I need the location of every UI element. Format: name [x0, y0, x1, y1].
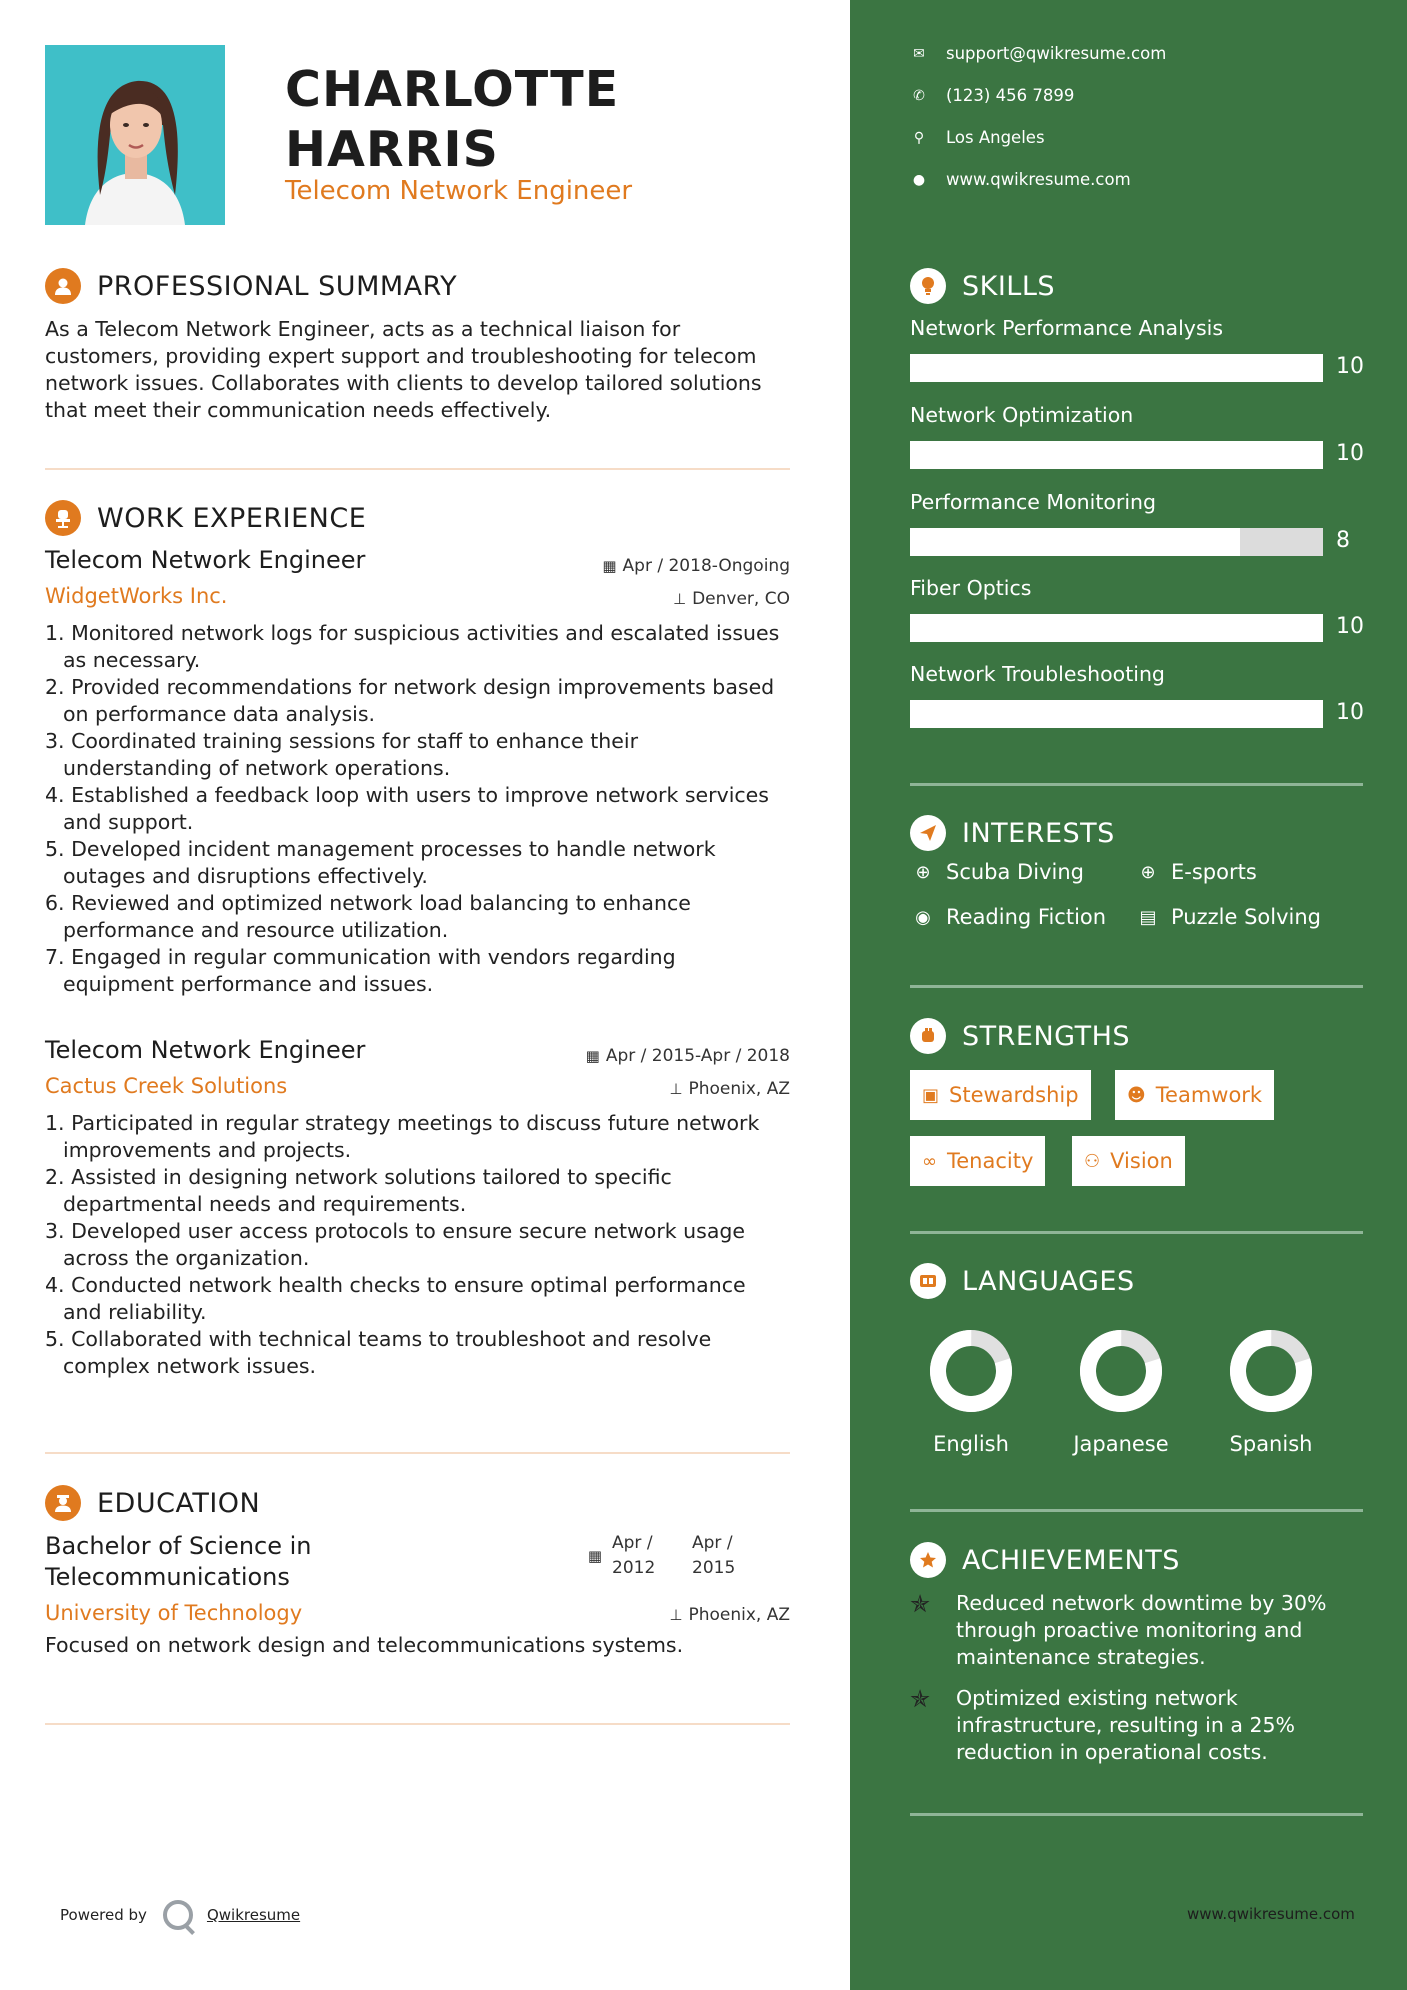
experience-title: WORK EXPERIENCE — [97, 502, 367, 534]
job-location: Denver, CO — [692, 589, 790, 609]
calendar-icon: ▦ — [602, 557, 617, 575]
life-ring-icon: ⊕ — [1140, 861, 1156, 883]
footer-website[interactable]: www.qwikresume.com — [1187, 1905, 1355, 1923]
envelope-icon: ✉ — [913, 45, 925, 62]
interests-title: INTERESTS — [962, 817, 1115, 849]
fist-icon — [910, 1018, 946, 1054]
summary-heading — [45, 268, 457, 304]
candidate-role: Telecom Network Engineer — [285, 176, 633, 206]
skill-bar — [910, 441, 1323, 469]
strength-label: Stewardship — [949, 1083, 1079, 1107]
powered-by — [60, 1900, 300, 1930]
skill-score: 10 — [1336, 614, 1364, 639]
qwikresume-logo-icon — [163, 1900, 193, 1930]
language-donut — [1226, 1326, 1316, 1416]
interest-label: Reading Fiction — [946, 905, 1107, 929]
globe-icon: ● — [912, 171, 926, 188]
summary-text: As a Telecom Network Engineer, acts as a technical liaison for customers, providing expert support and troubleshooting for telecom network issues. Collaborates with clients to develop tailored solutions that meet their communication needs effectively. — [45, 317, 762, 422]
skill-bar — [910, 354, 1323, 382]
strength-label: Teamwork — [1155, 1083, 1263, 1107]
job-dates: Apr / 2018-Ongoing — [622, 556, 790, 576]
skill-score: 10 — [1336, 700, 1364, 725]
chair-icon — [45, 500, 81, 536]
divider — [910, 783, 1363, 786]
education-entry — [45, 1531, 790, 1657]
skill-score: 8 — [1336, 528, 1350, 553]
job-entry — [45, 1036, 790, 1380]
divider — [910, 985, 1363, 988]
binoculars-icon: ⚇ — [1084, 1150, 1101, 1172]
shooting-star-icon: ✯ — [910, 1590, 931, 1618]
language-item — [911, 1326, 1031, 1456]
strengths-heading — [910, 1018, 1130, 1054]
translate-icon — [910, 1263, 946, 1299]
contact-email[interactable] — [910, 44, 1166, 63]
interest-label: Scuba Diving — [946, 860, 1084, 884]
start-date — [612, 1531, 692, 1581]
candidate-name — [285, 60, 619, 180]
job-dates: Apr / 2015-Apr / 2018 — [605, 1046, 790, 1066]
pin-icon: ⊥ — [669, 1080, 683, 1098]
briefcase-icon: ▣ — [922, 1084, 940, 1106]
email-text: support@qwikresume.com — [946, 44, 1167, 63]
task-item: 5. Developed incident management processes to handle network outages and disruptions effectively. — [45, 837, 716, 888]
contact-location — [910, 128, 1045, 147]
phone-icon: ✆ — [913, 87, 925, 104]
task-item: 4. Established a feedback loop with users to improve network services and support. — [45, 783, 769, 834]
map-marker-icon: ⚲ — [913, 129, 925, 146]
task-item: 1. Participated in regular strategy meetings to discuss future network improvements and projects. — [45, 1111, 760, 1162]
life-ring-icon: ⊕ — [915, 861, 931, 883]
end-year: 2015 — [692, 1558, 736, 1578]
skill-fill — [910, 700, 1323, 728]
job-company: WidgetWorks Inc. — [45, 584, 228, 608]
interest-label: E-sports — [1171, 860, 1257, 884]
job-title: Telecom Network Engineer — [45, 1036, 366, 1064]
divider — [45, 1452, 790, 1454]
divider — [910, 1509, 1363, 1512]
contact-website[interactable] — [910, 170, 1131, 189]
profile-photo — [45, 45, 225, 225]
skills-title: SKILLS — [962, 270, 1056, 302]
user-icon — [45, 268, 81, 304]
task-item: 7. Engaged in regular communication with vendors regarding equipment performance and issues. — [45, 945, 676, 996]
strength-chip — [910, 1070, 1091, 1120]
location-text: Phoenix, AZ — [688, 1605, 790, 1625]
strength-chip — [910, 1136, 1045, 1186]
job-location: Phoenix, AZ — [688, 1079, 790, 1099]
job-title: Telecom Network Engineer — [45, 546, 366, 574]
interest-item — [1135, 860, 1257, 884]
strength-label: Vision — [1110, 1149, 1173, 1173]
language-label: Spanish — [1229, 1432, 1313, 1456]
language-donut — [926, 1326, 1016, 1416]
task-item: 4. Conducted network health checks to ensure optimal performance and reliability. — [45, 1273, 746, 1324]
experience-heading — [45, 500, 366, 536]
interests-heading — [910, 815, 1115, 851]
start-year: 2012 — [612, 1558, 656, 1578]
skill-fill — [910, 441, 1323, 469]
interest-item — [910, 905, 1106, 929]
languages-heading — [910, 1263, 1135, 1299]
divider — [45, 1723, 790, 1725]
contact-phone[interactable] — [910, 86, 1074, 105]
task-item: 2. Provided recommendations for network design improvements based on performance data analysis. — [45, 675, 775, 726]
phone-text: (123) 456 7899 — [946, 86, 1075, 105]
star-icon — [910, 1542, 946, 1578]
languages-title: LANGUAGES — [962, 1265, 1135, 1297]
degree-line: Bachelor of Science in — [45, 1532, 312, 1560]
job-company: Cactus Creek Solutions — [45, 1074, 288, 1098]
end-month: Apr / — [692, 1533, 733, 1553]
interest-label: Puzzle Solving — [1171, 905, 1321, 929]
users-icon: ☻ — [1127, 1084, 1146, 1106]
gamepad-icon: ◉ — [915, 906, 931, 928]
location-text: Los Angeles — [946, 128, 1045, 147]
job-meta — [602, 550, 790, 616]
strengths-title: STRENGTHS — [962, 1020, 1131, 1052]
achievements-title: ACHIEVEMENTS — [962, 1544, 1180, 1576]
skill-name: Fiber Optics — [910, 576, 1032, 600]
achievement-item — [910, 1685, 1350, 1766]
skill-score: 10 — [1336, 354, 1364, 379]
achievement-item — [910, 1590, 1350, 1671]
interest-item — [1135, 905, 1321, 929]
skill-fill — [910, 354, 1323, 382]
education-title: EDUCATION — [97, 1487, 261, 1519]
job-tasks — [45, 620, 790, 998]
task-item: 3. Coordinated training sessions for staff to enhance their understanding of network operations. — [45, 729, 639, 780]
divider — [910, 1813, 1363, 1816]
name-last: HARRIS — [285, 121, 499, 178]
skill-name: Network Troubleshooting — [910, 662, 1165, 686]
book-icon: ▤ — [1139, 906, 1157, 928]
graduation-cap-icon — [45, 1485, 81, 1521]
calendar-icon: ▦ — [587, 1547, 602, 1565]
link-icon: ∞ — [922, 1150, 937, 1172]
skills-heading — [910, 268, 1055, 304]
task-item: 6. Reviewed and optimized network load balancing to enhance performance and resource utilization. — [45, 891, 691, 942]
shooting-star-icon: ✯ — [910, 1685, 931, 1713]
website-text: www.qwikresume.com — [946, 170, 1131, 189]
lightbulb-icon — [910, 268, 946, 304]
calendar-icon: ▦ — [585, 1047, 600, 1065]
skill-name: Network Optimization — [910, 403, 1134, 427]
language-donut — [1076, 1326, 1166, 1416]
end-date — [692, 1531, 752, 1581]
name-first: CHARLOTTE — [285, 61, 620, 118]
strength-label: Tenacity — [947, 1149, 1034, 1173]
paper-plane-icon — [910, 815, 946, 851]
job-meta — [586, 1040, 790, 1106]
education-heading — [45, 1485, 260, 1521]
skill-bar — [910, 700, 1323, 728]
skill-fill — [910, 614, 1323, 642]
achievement-text: Reduced network downtime by 30% through proactive monitoring and maintenance strategies. — [956, 1591, 1327, 1669]
language-label: English — [933, 1432, 1009, 1456]
skill-bar — [910, 528, 1323, 556]
powered-by-label: Powered by — [60, 1906, 147, 1924]
skill-bar — [910, 614, 1323, 642]
job-entry — [45, 546, 790, 998]
pin-icon: ⊥ — [673, 590, 687, 608]
achievements-heading — [910, 1542, 1180, 1578]
skill-score: 10 — [1336, 441, 1364, 466]
degree-line: Telecommunications — [45, 1563, 290, 1591]
language-item — [1211, 1326, 1331, 1456]
achievement-text: Optimized existing network infrastructure, resulting in a 25% reduction in operational costs. — [956, 1686, 1296, 1764]
divider — [45, 468, 790, 470]
job-tasks — [45, 1110, 790, 1380]
task-item: 2. Assisted in designing network solutions tailored to specific departmental needs and requirements. — [45, 1165, 672, 1216]
education-location — [669, 1599, 790, 1632]
education-description: Focused on network design and telecommunications systems. — [45, 1633, 684, 1657]
task-item: 5. Collaborated with technical teams to troubleshoot and resolve complex network issues. — [45, 1327, 712, 1378]
language-label: Japanese — [1073, 1432, 1169, 1456]
strength-chip — [1115, 1070, 1274, 1120]
education-dates — [588, 1531, 752, 1581]
language-item — [1061, 1326, 1181, 1456]
divider — [910, 1231, 1363, 1234]
task-item: 1. Monitored network logs for suspicious activities and escalated issues as necessary. — [45, 621, 780, 672]
interest-item — [910, 860, 1084, 884]
skill-name: Network Performance Analysis — [910, 316, 1223, 340]
skill-name: Performance Monitoring — [910, 490, 1157, 514]
school-name: University of Technology — [45, 1601, 303, 1625]
strength-chip — [1072, 1136, 1185, 1186]
skill-fill — [910, 528, 1240, 556]
start-month: Apr / — [612, 1533, 653, 1553]
summary-title: PROFESSIONAL SUMMARY — [97, 270, 458, 302]
task-item: 3. Developed user access protocols to ensure secure network usage across the organization. — [45, 1219, 746, 1270]
brand-link[interactable]: Qwikresume — [206, 1906, 301, 1924]
pin-icon: ⊥ — [669, 1606, 683, 1624]
